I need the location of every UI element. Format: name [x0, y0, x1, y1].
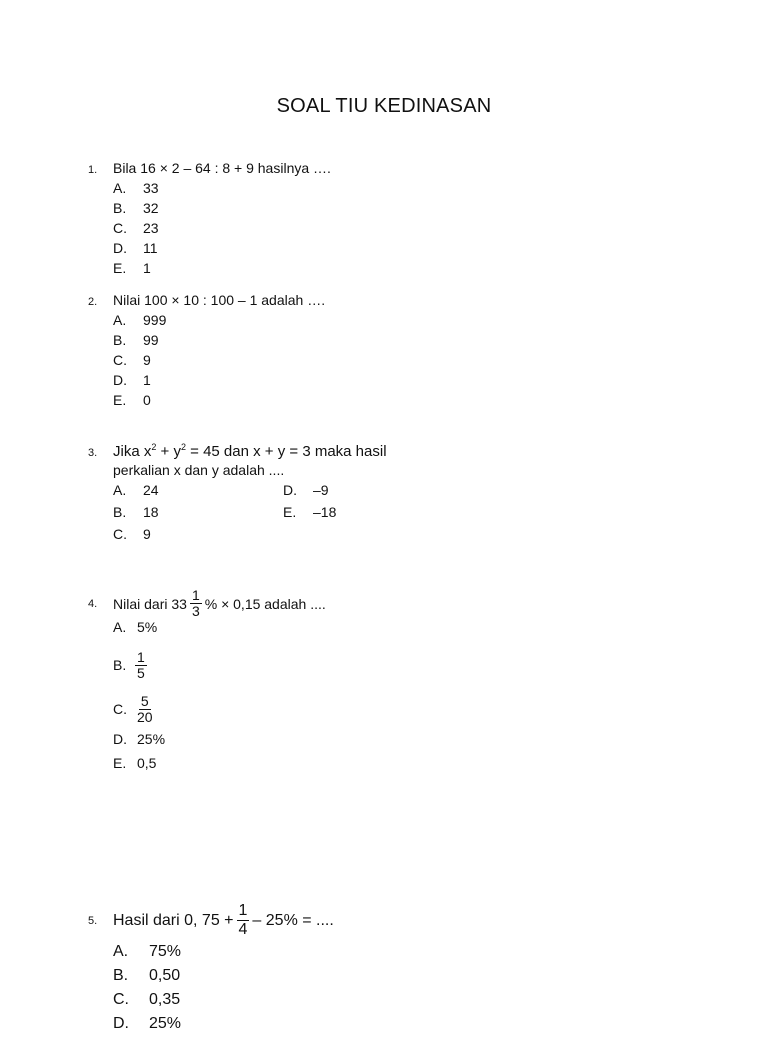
option-d: D. 25% — [113, 1015, 182, 1032]
option-d: D. –9 — [283, 482, 329, 498]
option-c: C. 9 — [113, 352, 151, 368]
option-c: C. 23 — [113, 220, 159, 236]
option-a: A. 5% — [113, 619, 158, 635]
option-b: B. 99 — [113, 332, 159, 348]
options-grid — [113, 482, 403, 546]
question-number: 1. — [88, 164, 98, 176]
question-text: Nilai 100 × 10 : 100 – 1 adalah …. — [113, 292, 326, 308]
option-e: E. –18 — [283, 504, 337, 520]
option-c: C. 9 — [113, 526, 151, 542]
question-1 — [88, 160, 331, 280]
option-b: B. 0,50 — [113, 967, 181, 984]
option-d: D. 11 — [113, 240, 158, 256]
option-d: D. 25% — [113, 731, 166, 747]
option-c: C. 0,35 — [113, 991, 181, 1008]
option-a: A. 33 — [113, 180, 159, 196]
option-a: A. 999 — [113, 312, 167, 328]
option-b: B. 18 — [113, 504, 159, 520]
question-4 — [88, 588, 326, 779]
option-a: A. 75% — [113, 943, 182, 960]
option-e: E. 0 — [113, 392, 151, 408]
question-text-continued: perkalian x dan y adalah .... — [113, 462, 285, 478]
question-number: 4. — [88, 597, 98, 610]
question-text: Jika $x^2 + y^2 = 45$ dan x + y = 3 maka hasil — [113, 442, 387, 460]
page-title: SOAL TIU KEDINASAN — [276, 95, 492, 117]
question-number: 5. — [88, 914, 98, 927]
question-text: Nilai dari 33 $\frac{1}{3}$ % × 0,15 adalah .... — [113, 587, 326, 619]
question-text: Bila 16 × 2 – 64 : 8 + 9 hasilnya …. — [113, 160, 331, 176]
option-b: B. $\frac{1}{5}$ — [113, 648, 145, 681]
fraction: $\frac{1}{4}$ — [238, 902, 248, 938]
option-b: B. 32 — [113, 200, 159, 216]
option-a: A. 24 — [113, 482, 159, 498]
question-3 — [88, 442, 403, 546]
option-c: C. $\frac{5}{20}$ — [113, 692, 153, 725]
question-5 — [88, 902, 334, 1039]
question-number: 3. — [88, 447, 98, 459]
option-d: D. 1 — [113, 372, 151, 388]
question-text: Hasil dari 0, 75 + $\frac{1}{4}$ – 25% = .... — [113, 902, 334, 938]
option-e: E. 0,5 — [113, 755, 157, 771]
question-2 — [88, 292, 325, 412]
fraction: $\frac{1}{3}$ — [191, 587, 200, 619]
question-number: 2. — [88, 296, 98, 308]
option-e: E. 1 — [113, 260, 151, 276]
